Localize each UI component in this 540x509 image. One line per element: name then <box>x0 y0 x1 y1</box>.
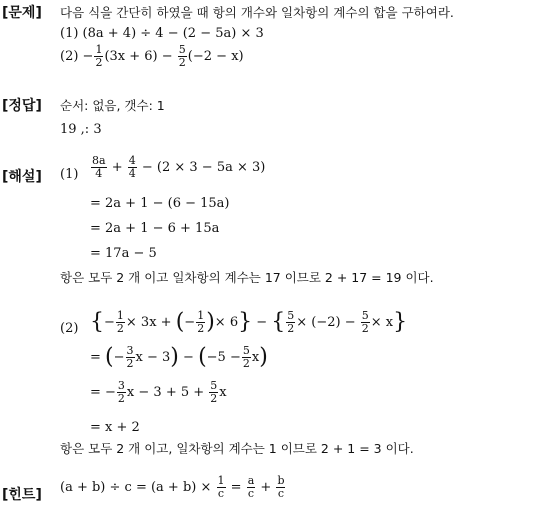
part1-step-3: = 17a − 5 <box>90 246 157 261</box>
hint-formula: (a + b) ÷ c = (a + b) × $\frac{1}{c}$ = $\frac{a}{c}$ + $\frac{b}{c}$ <box>60 474 285 500</box>
part2-line-3: = − $\frac{3}{2}$ x − 3 + 5 + $\frac{5}{2}$ x <box>90 379 227 405</box>
part2-line-2: = (− $\frac{3}{2}$ x − 3) − (−5 − $\frac{5}{2}$ x) <box>90 344 268 370</box>
part1-step-1: = 2a + 1 − (6 − 15a) <box>90 196 230 211</box>
item2-mid: (3x + 6) − <box>104 49 173 64</box>
part1-step-2: = 2a + 1 − 6 + 15a <box>90 221 220 236</box>
part2-number: (2) <box>60 321 79 336</box>
problem-text: 다음 식을 간단히 하였을 때 항의 개수와 일차항의 계수의 합을 구하여라. <box>60 5 454 20</box>
item2-suffix: (−2 − x) <box>187 49 244 64</box>
answer-line-1: 순서: 없음, 갯수: 1 <box>60 98 165 113</box>
problem-item-2: (2) − $\frac{1}{2}$ (3x + 6) − $\frac{5}{2}$ (−2 − x) <box>60 43 244 69</box>
hint-lhs: (a + b) ÷ c = (a + b) × <box>60 480 212 495</box>
item2-prefix: (2) − <box>60 49 94 64</box>
answer-label: [정답] <box>2 98 42 114</box>
part1-tail: − (2 × 3 − 5a × 3) <box>141 160 266 175</box>
answer-line-2: 19 ,: 3 <box>60 122 102 137</box>
part2-step-3: = x + 2 <box>90 420 140 435</box>
hint-label: [힌트] <box>2 487 42 503</box>
explanation-label: [해설] <box>2 169 42 185</box>
part1-number: (1) <box>60 167 79 182</box>
problem-item-1: (1) (8a + 4) ÷ 4 − (2 − 5a) × 3 <box>60 26 264 41</box>
part1-first-line: $\frac{8a}{4}$ + $\frac{4}{4}$ − (2 × 3 − 5a × 3) <box>92 154 266 180</box>
part1-conclusion: 항은 모두 2 개 이고 일차항의 계수는 17 이므로 2 + 17 = 19 이다. <box>60 270 434 285</box>
problem-label: [문제] <box>2 5 42 21</box>
part2-conclusion: 항은 모두 2 개 이고, 일차항의 계수는 1 이므로 2 + 1 = 3 이다. <box>60 441 414 456</box>
part2-line-1: {− $\frac{1}{2}$ × 3x + (− $\frac{1}{2}$ )× 6} − { $\frac{5}{2}$ × (−2) − $\frac{5}{2}$ × x} <box>90 309 408 335</box>
